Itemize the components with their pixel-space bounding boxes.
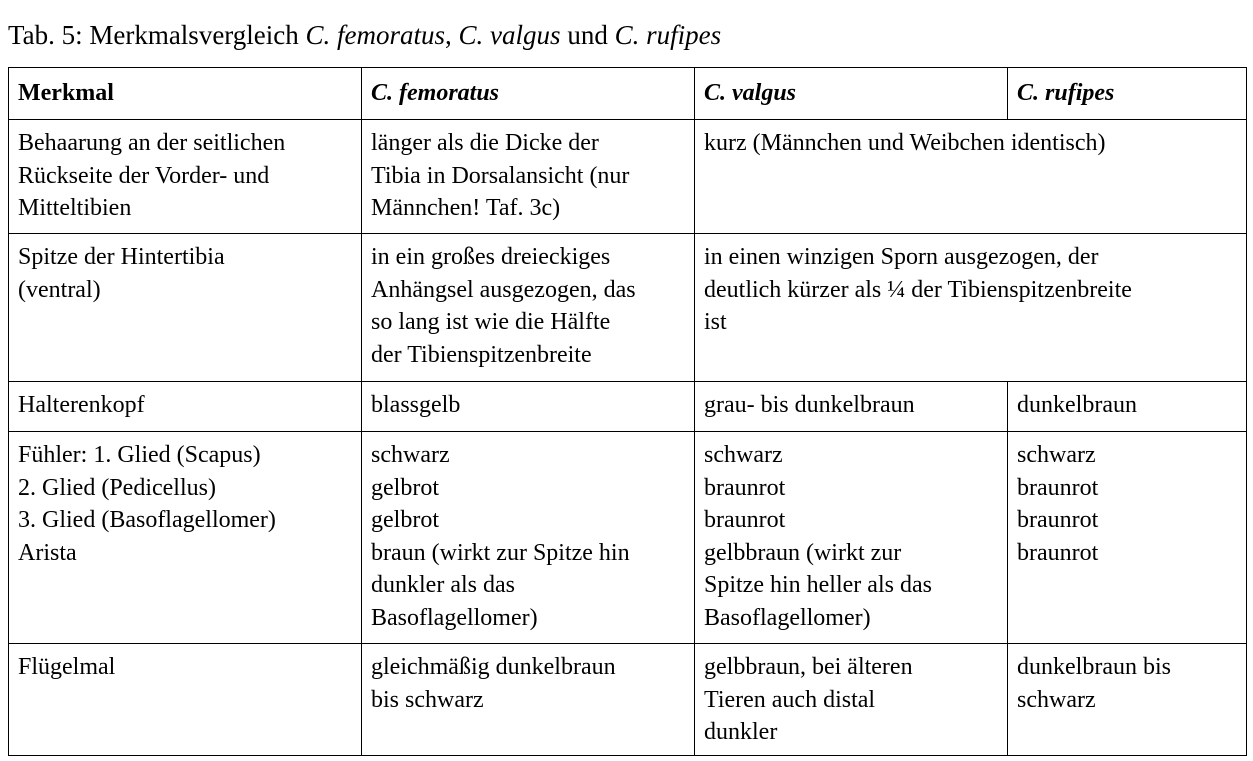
table-row	[9, 234, 1247, 382]
cell-merkmal	[9, 644, 362, 756]
cell-valgus	[695, 644, 1008, 756]
table-row	[9, 120, 1247, 234]
caption-separator-und: und	[560, 20, 615, 50]
cell-line: dunkler als das	[371, 572, 515, 598]
cell-merkmal	[9, 234, 362, 382]
cell-line: gelbbraun, bei älteren	[704, 654, 913, 680]
header-valgus: C. valgus	[695, 68, 1008, 120]
cell-line: 2. Glied (Pedicellus)	[18, 474, 216, 501]
table-row	[9, 432, 1247, 644]
cell-line: deutlich kürzer als ¼ der Tibienspitzenbreite	[704, 276, 1132, 303]
cell-valgus	[695, 432, 1008, 644]
cell-rufipes	[1008, 382, 1247, 432]
table-row	[9, 644, 1247, 756]
cell-line: Basoflagellomer)	[704, 604, 871, 631]
cell-line: Mitteltibien	[18, 195, 132, 221]
table-caption	[8, 18, 721, 52]
cell-line: Tieren auch distal	[704, 686, 876, 713]
cell-line: länger als die Dicke der	[371, 130, 599, 156]
cell-line: gelbrot	[371, 507, 439, 533]
cell-line: Rückseite der Vorder- und	[18, 162, 270, 189]
cell-line: Anhängsel ausgezogen, das	[371, 276, 636, 303]
cell-line: braunrot	[1017, 539, 1099, 566]
cell-line: Fühler: 1. Glied (Scapus)	[18, 442, 261, 468]
cell-line: grau- bis dunkelbraun	[704, 392, 915, 418]
cell-line: ist	[704, 309, 727, 335]
cell-valgus	[695, 382, 1008, 432]
cell-rufipes	[1008, 432, 1247, 644]
cell-line: kurz (Männchen und Weibchen identisch)	[704, 130, 1106, 156]
cell-line: Flügelmal	[18, 654, 116, 680]
cell-line: braunrot	[1017, 507, 1099, 533]
header-femoratus: C. femoratus	[362, 68, 695, 120]
cell-line: dunkelbraun bis	[1017, 654, 1171, 680]
cell-line: Halterenkopf	[18, 392, 145, 418]
cell-line: braunrot	[704, 507, 786, 533]
header-rufipes: C. rufipes	[1008, 68, 1247, 120]
cell-line: schwarz	[1017, 686, 1096, 713]
cell-femoratus	[362, 644, 695, 756]
cell-line: (ventral)	[18, 276, 101, 303]
cell-line: Behaarung an der seitlichen	[18, 130, 286, 156]
cell-merkmal	[9, 432, 362, 644]
cell-line: Männchen! Taf. 3c)	[371, 195, 561, 221]
cell-line: gelbbraun (wirkt zur	[704, 539, 902, 566]
cell-line: gelbrot	[371, 474, 439, 501]
cell-line: dunkler	[704, 719, 778, 745]
cell-valgus-rufipes	[695, 234, 1247, 382]
header-merkmal: Merkmal	[9, 68, 362, 120]
cell-line: Arista	[18, 539, 77, 566]
cell-line: dunkelbraun	[1017, 392, 1137, 418]
cell-line: gleichmäßig dunkelbraun	[371, 654, 616, 680]
cell-line: 3. Glied (Basoflagellomer)	[18, 507, 276, 533]
cell-merkmal	[9, 382, 362, 432]
cell-line: bis schwarz	[371, 686, 484, 713]
cell-line: Spitze hin heller als das	[704, 572, 932, 598]
cell-line: schwarz	[704, 442, 783, 468]
caption-species-rufipes: C. rufipes	[614, 20, 722, 50]
caption-separator-comma: ,	[445, 20, 459, 50]
cell-line: der Tibienspitzenbreite	[371, 341, 592, 368]
cell-merkmal	[9, 120, 362, 234]
table-header-row	[9, 68, 1247, 120]
cell-line: in einen winzigen Sporn ausgezogen, der	[704, 244, 1099, 270]
cell-line: so lang ist wie die Hälfte	[371, 309, 611, 335]
cell-line: schwarz	[1017, 442, 1096, 468]
cell-femoratus	[362, 382, 695, 432]
cell-line: schwarz	[371, 442, 450, 468]
cell-femoratus	[362, 432, 695, 644]
caption-prefix: Tab. 5: Merkmalsvergleich	[8, 20, 306, 50]
cell-femoratus	[362, 120, 695, 234]
cell-femoratus	[362, 234, 695, 382]
cell-rufipes	[1008, 644, 1247, 756]
caption-species-femoratus: C. femoratus	[305, 20, 446, 50]
cell-line: braunrot	[704, 474, 786, 501]
caption-species-valgus: C. valgus	[458, 20, 561, 50]
cell-line: Tibia in Dorsalansicht (nur	[371, 162, 630, 189]
cell-line: braunrot	[1017, 474, 1099, 501]
cell-line: Spitze der Hintertibia	[18, 244, 225, 270]
cell-line: in ein großes dreieckiges	[371, 244, 611, 270]
feature-comparison-table	[8, 67, 1247, 756]
table-row	[9, 382, 1247, 432]
cell-line: Basoflagellomer)	[371, 604, 538, 631]
cell-valgus-rufipes	[695, 120, 1247, 234]
cell-line: braun (wirkt zur Spitze hin	[371, 539, 630, 566]
cell-line: blassgelb	[371, 392, 461, 418]
